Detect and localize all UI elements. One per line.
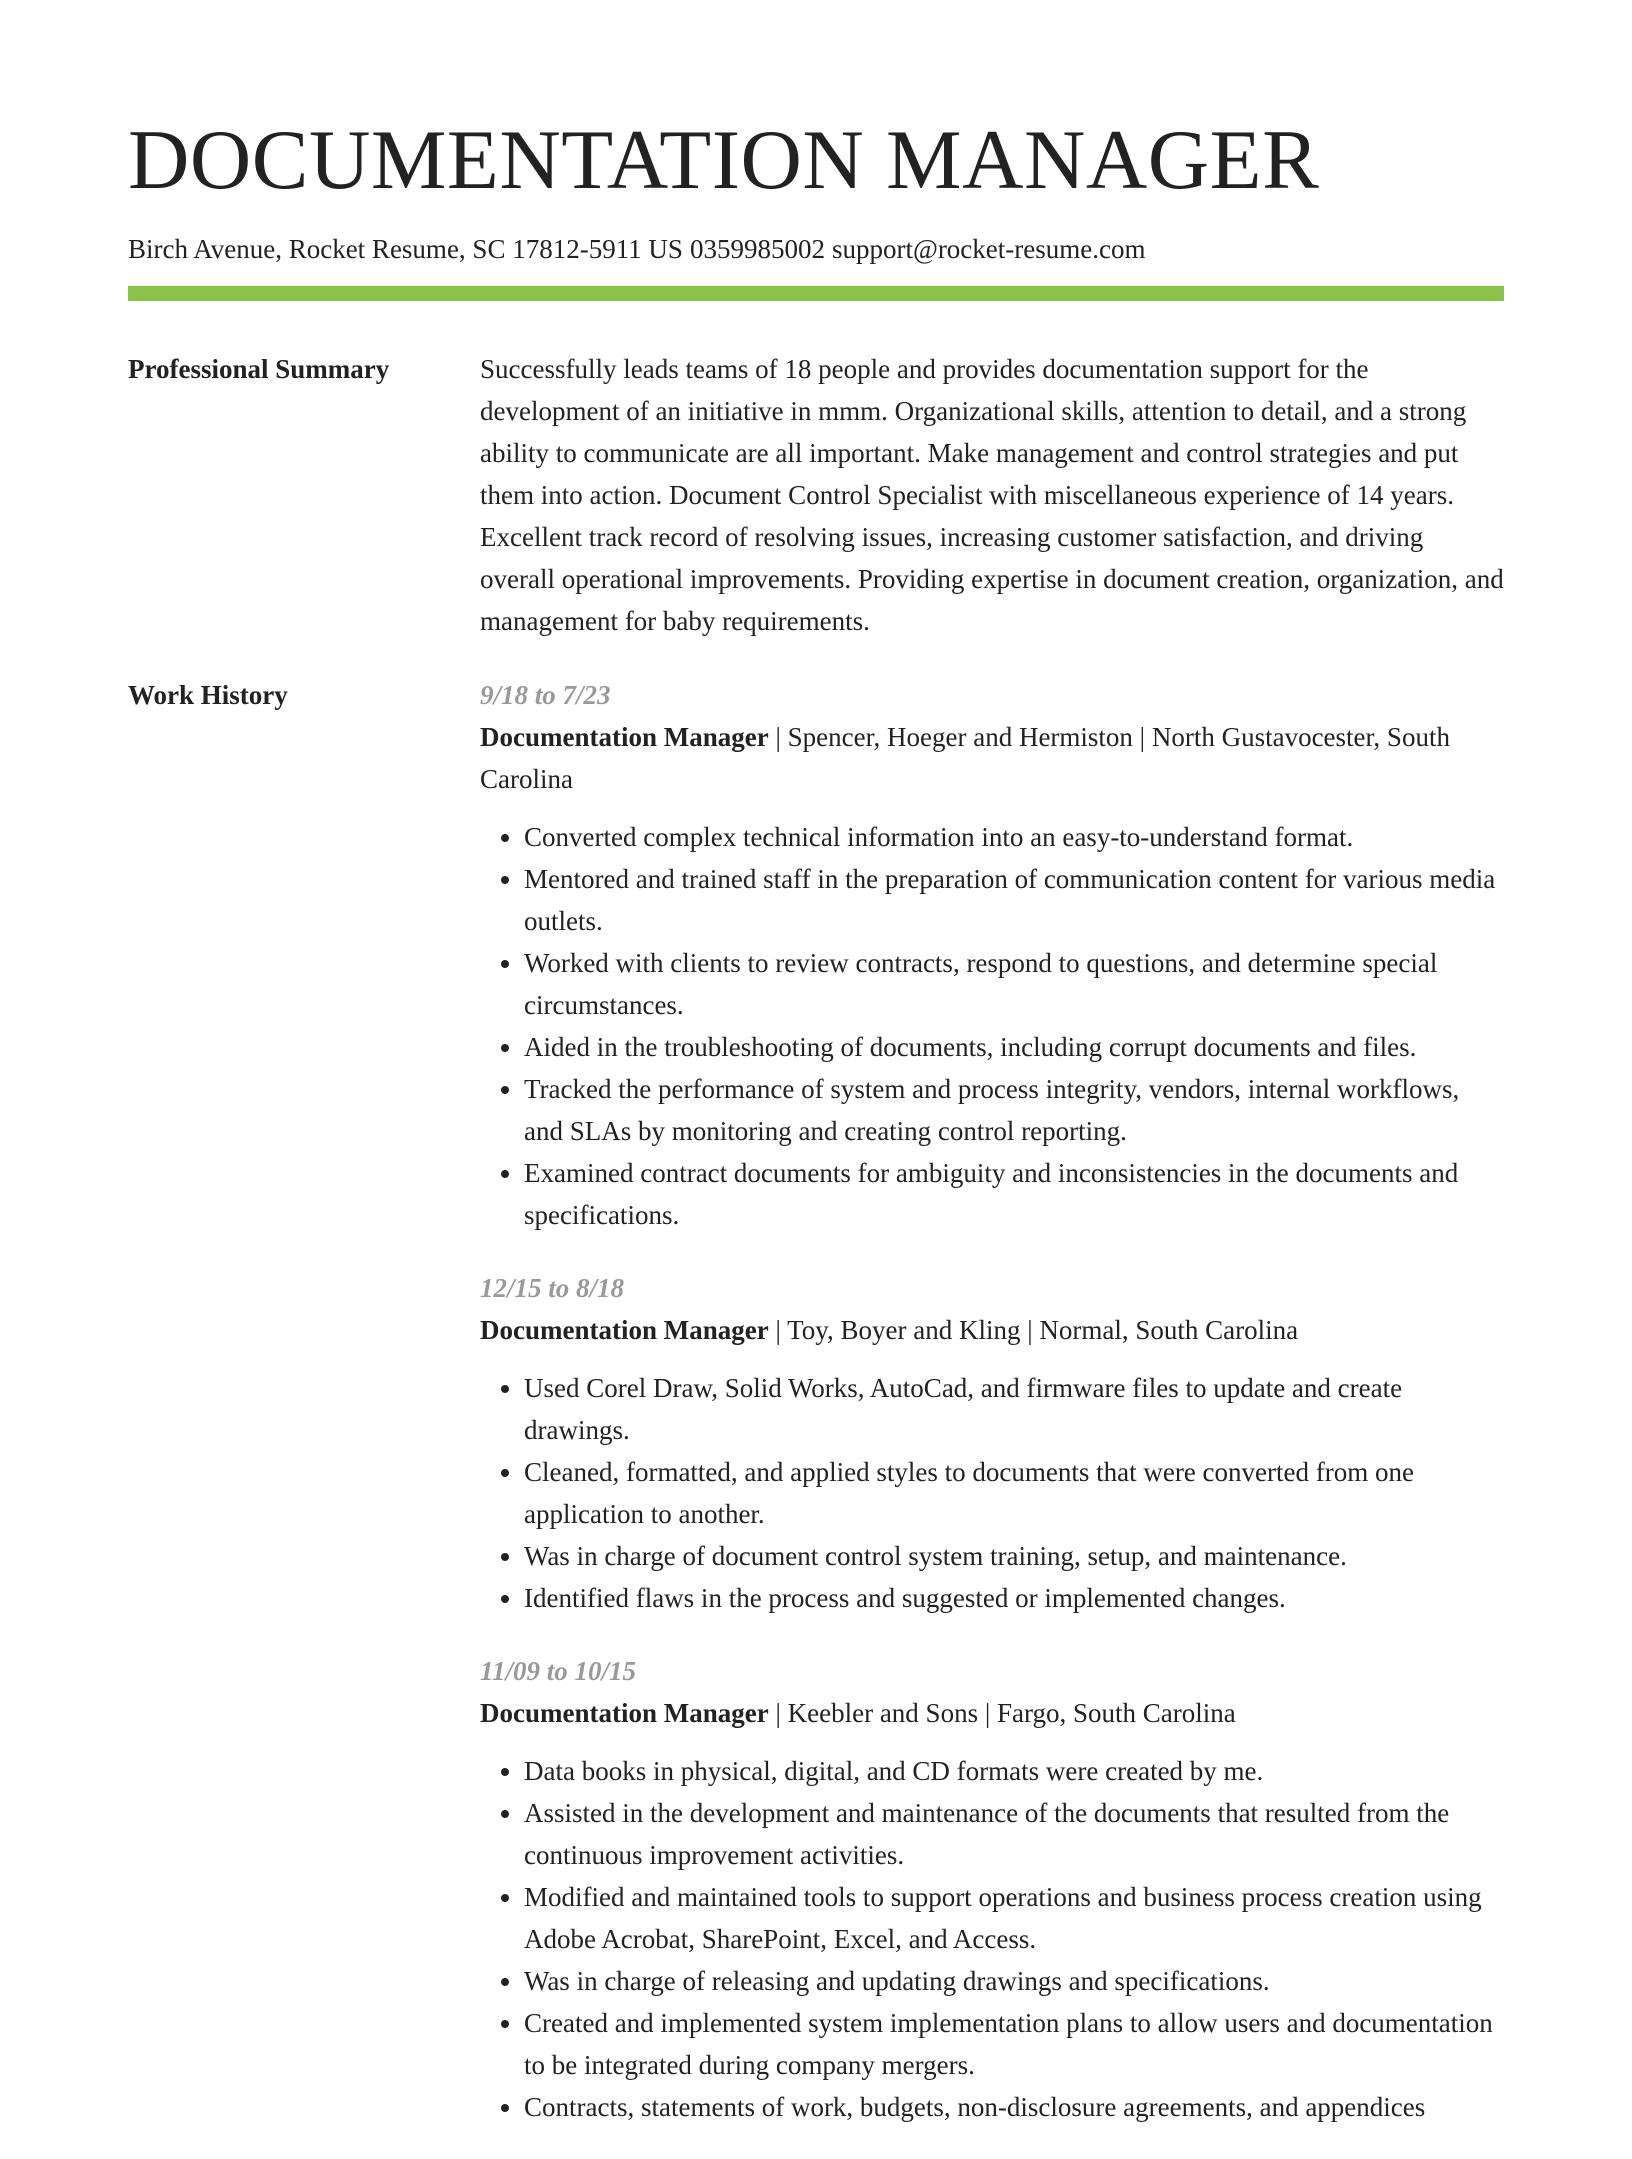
job-bullet: • Aided in the troubleshooting of documents, including corrupt documents and files. bbox=[524, 1026, 1504, 1068]
job-title-line bbox=[480, 716, 1504, 800]
contact-line bbox=[128, 232, 1152, 266]
contact-phone: 0359985002 bbox=[689, 234, 825, 264]
job-employer-location: | Spencer, Hoeger and Hermiston | North Gustavocester, South Carolina bbox=[480, 722, 1450, 794]
job-bullet: • Mentored and trained staff in the preparation of communication content for various media outlets. bbox=[524, 858, 1504, 942]
job-title-line bbox=[480, 1692, 1504, 1734]
job-title: Documentation Manager bbox=[480, 722, 769, 752]
resume-name-heading: DOCUMENTATION MANAGER bbox=[128, 113, 1320, 207]
job-bullet: • Identified flaws in the process and suggested or implemented changes. bbox=[524, 1577, 1504, 1619]
job-bullet: • Modified and maintained tools to support operations and business process creation using Adobe Acrobat, SharePoint, Excel, and Access. bbox=[524, 1876, 1504, 1960]
job-bullet: • Tracked the performance of system and process integrity, vendors, internal workflows, and SLAs by monitoring and creating control reporting. bbox=[524, 1068, 1504, 1152]
job-title-line bbox=[480, 1309, 1504, 1351]
summary-text: Successfully leads teams of 18 people and provides documentation support for the development of an initiative in mmm. Organizational skills, attention to detail, and a strong ability to communicate are all important. Make management and control strategies and put them into action. Document Control Specialist with miscellaneous experience of 14 years. Excellent track record of resolving issues, increasing customer satisfaction, and driving overall operational improvements. Providing expertise in document creation, organization, and management for baby requirements. bbox=[480, 354, 1504, 636]
job-bullet: • Was in charge of document control system training, setup, and maintenance. bbox=[524, 1535, 1504, 1577]
job-entry bbox=[480, 674, 1504, 1236]
job-employer-location: | Keebler and Sons | Fargo, South Carolina bbox=[768, 1698, 1236, 1728]
contact-email: support@rocket-resume.com bbox=[831, 234, 1146, 264]
job-bullet: • Data books in physical, digital, and CD formats were created by me. bbox=[524, 1750, 1504, 1792]
job-bullet-list bbox=[480, 1750, 1504, 2128]
work-history-body bbox=[480, 674, 1504, 2159]
job-bullet-list bbox=[480, 816, 1504, 1236]
job-bullet: • Contracts, statements of work, budgets, non-disclosure agreements, and appendices bbox=[524, 2086, 1504, 2128]
summary-label: Professional Summary bbox=[128, 354, 390, 384]
job-bullet: • Created and implemented system implementation plans to allow users and documentation to be integrated during company mergers. bbox=[524, 2002, 1504, 2086]
job-employer-location: | Toy, Boyer and Kling | Normal, South Carolina bbox=[768, 1315, 1299, 1345]
summary-body bbox=[480, 348, 1504, 642]
header-divider bbox=[128, 286, 1504, 301]
job-title: Documentation Manager bbox=[480, 1698, 769, 1728]
job-bullet: • Was in charge of releasing and updating drawings and specifications. bbox=[524, 1960, 1504, 2002]
work-history-label: Work History bbox=[128, 680, 288, 710]
job-title: Documentation Manager bbox=[480, 1315, 769, 1345]
job-entry bbox=[480, 1267, 1504, 1619]
job-bullet: • Used Corel Draw, Solid Works, AutoCad, and firmware files to update and create drawings. bbox=[524, 1367, 1504, 1451]
job-entry bbox=[480, 1650, 1504, 2128]
job-bullet: • Converted complex technical information into an easy-to-understand format. bbox=[524, 816, 1504, 858]
job-bullet-list bbox=[480, 1367, 1504, 1619]
job-bullet: • Examined contract documents for ambiguity and inconsistencies in the documents and specifications. bbox=[524, 1152, 1504, 1236]
job-dates: 11/09 to 10/15 bbox=[480, 1656, 637, 1686]
job-bullet: • Assisted in the development and maintenance of the documents that resulted from the continuous improvement activities. bbox=[524, 1792, 1504, 1876]
job-bullet: • Worked with clients to review contracts, respond to questions, and determine special circumstances. bbox=[524, 942, 1504, 1026]
job-bullet: • Cleaned, formatted, and applied styles to documents that were converted from one application to another. bbox=[524, 1451, 1504, 1535]
contact-address: Birch Avenue, Rocket Resume, SC 17812-5911 US bbox=[128, 234, 683, 264]
job-dates: 9/18 to 7/23 bbox=[480, 680, 611, 710]
job-dates: 12/15 to 8/18 bbox=[480, 1273, 625, 1303]
